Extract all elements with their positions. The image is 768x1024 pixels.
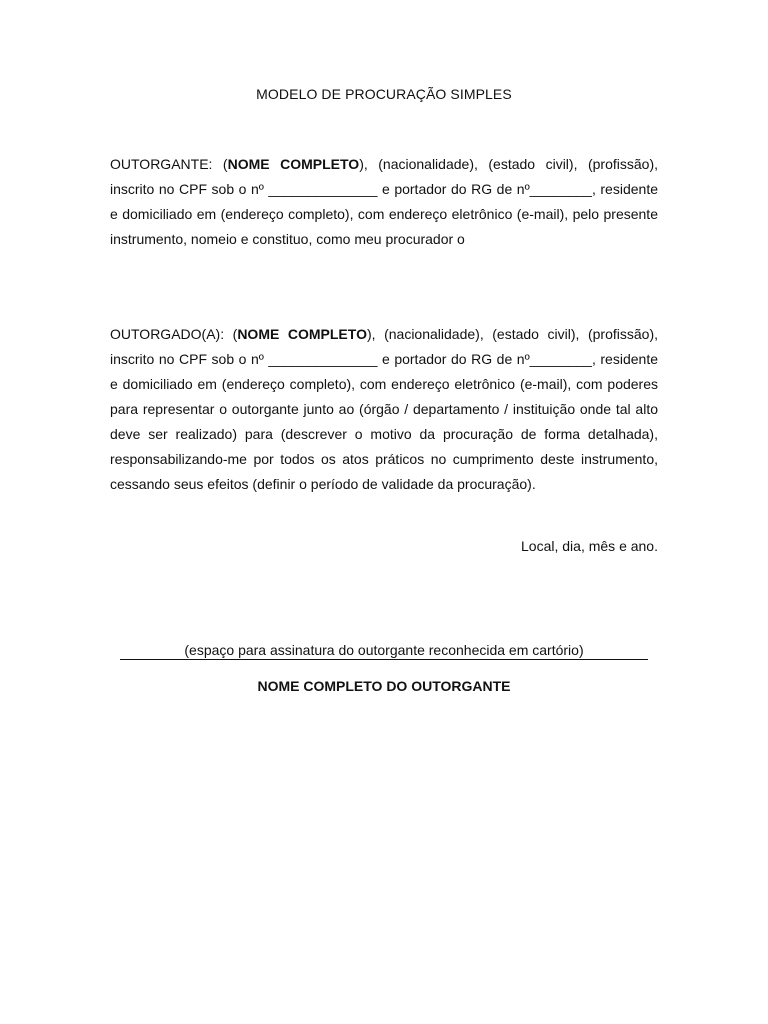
outorgante-label: OUTORGANTE: (	[110, 156, 228, 172]
outorgante-text: ), (nacionalidade), (estado civil), (profissão), inscrito no CPF sob o nº ______________ e portador do RG de nº________, residente e domiciliado em (endereço completo), com endereço eletrônico (e-mail), pelo presente instrumento, nomeio e constituo, como meu procurador o	[110, 156, 658, 247]
signature-line: (espaço para assinatura do outorgante reconhecida em cartório)	[120, 641, 648, 660]
outorgante-paragraph	[110, 152, 658, 252]
document-title: MODELO DE PROCURAÇÃO SIMPLES	[256, 86, 512, 102]
place-date: Local, dia, mês e ano.	[521, 538, 658, 554]
outorgante-name-placeholder: NOME COMPLETO	[227, 156, 360, 172]
outorgado-label: OUTORGADO(A): (	[110, 326, 238, 342]
signature-name: NOME COMPLETO DO OUTORGANTE	[257, 678, 511, 694]
outorgado-paragraph	[110, 322, 658, 497]
outorgado-name-placeholder: NOME COMPLETO	[237, 326, 367, 342]
outorgado-text: ), (nacionalidade), (estado civil), (profissão), inscrito no CPF sob o nº ______________ e portador do RG de nº________, residente e domiciliado em (endereço completo), com endereço eletrônico (e-mail), com poderes para representar o outorgante junto ao (órgão / departamento / instituição onde tal alto deve ser realizado) para (descrever o motivo da procuração de forma detalhada), responsabilizando-me por todos os atos práticos no cumprimento deste instrumento, cessando seus efeitos (definir o período de validade da procuração).	[110, 326, 658, 492]
